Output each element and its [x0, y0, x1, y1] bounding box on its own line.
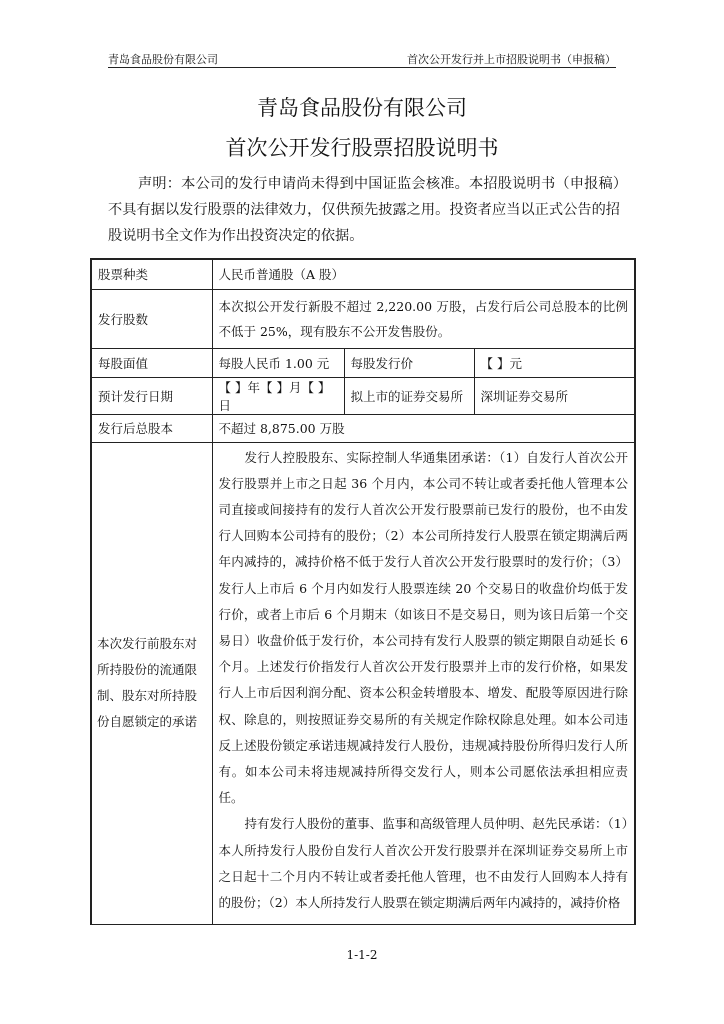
disclaimer-statement: 声明：本公司的发行申请尚未得到中国证监会核准。本招股说明书（申报稿）不具有据以发行股票的法律效力，仅供预先披露之用。投资者应当以正式公告的招股说明书全文作为作出投资决定的依据。	[108, 176, 620, 244]
table-row	[91, 348, 635, 377]
prospectus-title: 首次公开发行股票招股说明书	[225, 136, 499, 160]
par-value-label: 每股面值	[91, 348, 212, 377]
lockup-paragraph-controlling-shareholder: 发行人控股股东、实际控制人华通集团承诺：（1）自发行人首次公开发行股票并上市之日起 36 个月内，本公司不转让或者委托他人管理本公司直接或间接持有的发行人首次公开发行股票前已发行的股份，也不由发行人回购本公司持有的股份；（2）本公司所持发行人股票在锁定期满后两年内减持的，减持价格不低于发行人首次公开发行股票时的发行价；（3）发行人上市后 6 个月内如发行人股票连续 20 个交易日的收盘价均低于发行价，或者上市后 6 个月期末（如该日不是交易日，则为该日后第一个交易日）收盘价低于发行价，本公司持有发行人股票的锁定期限自动延长 6 个月。上述发行价指发行人首次公开发行股票并上市的发行价格，如果发行人上市后因利润分配、资本公积金转增股本、增发、配股等原因进行除权、除息的，则按照证券交易所的有关规定作除权除息处理。如本公司违反上述股份锁定承诺违规减持发行人股份，违规减持股份所得归发行人所有。如本公司未将违规减持所得交发行人，则本公司愿依法承担相应责任。	[218, 449, 629, 806]
issue-date-label: 预计发行日期	[91, 377, 212, 414]
total-shares-label: 发行后总股本	[91, 414, 212, 442]
issue-price-label: 每股发行价	[344, 348, 474, 377]
table-row	[91, 289, 635, 348]
table-row	[91, 377, 635, 414]
issue-price-value: 【 】元	[474, 348, 635, 377]
header-rule	[108, 67, 616, 68]
offering-summary-table	[90, 258, 636, 925]
exchange-value: 深圳证券交易所	[474, 377, 635, 414]
table-row	[91, 414, 635, 442]
table-row	[91, 259, 635, 289]
header-doc-title: 首次公开发行并上市招股说明书（申报稿）	[407, 53, 616, 66]
header-company: 青岛食品股份有限公司	[108, 53, 218, 66]
lockup-paragraph-directors: 持有发行人股份的董事、监事和高级管理人员仲明、赵先民承诺：（1）本人所持发行人股份自发行人首次公开发行股票并在深圳证券交易所上市之日起十二个月内不转让或者委托他人管理，也不由发行人回购本人持有的股份；（2）本人所持发行人股票在锁定期满后两年内减持的，减持价格	[218, 816, 629, 910]
exchange-label: 拟上市的证券交易所	[344, 377, 474, 414]
total-shares-value: 不超过 8,875.00 万股	[212, 414, 635, 442]
par-value: 每股人民币 1.00 元	[212, 348, 344, 377]
stock-type-label: 股票种类	[91, 259, 212, 289]
page-number: 1-1-2	[346, 948, 378, 962]
shares-label: 发行股数	[91, 289, 212, 348]
company-title: 青岛食品股份有限公司	[257, 96, 467, 120]
lockup-commitments	[212, 442, 635, 924]
issue-date-value: 【 】年【 】月【 】日	[212, 377, 344, 414]
shares-value: 本次拟公开发行新股不超过 2,220.00 万股，占发行后公司总股本的比例不低于 25%，现有股东不公开发售股份。	[212, 289, 635, 348]
lockup-label: 本次发行前股东对所持股份的流通限制、股东对所持股份自愿锁定的承诺	[91, 442, 212, 924]
table-row	[91, 442, 635, 924]
stock-type-value: 人民币普通股（A 股）	[212, 259, 635, 289]
